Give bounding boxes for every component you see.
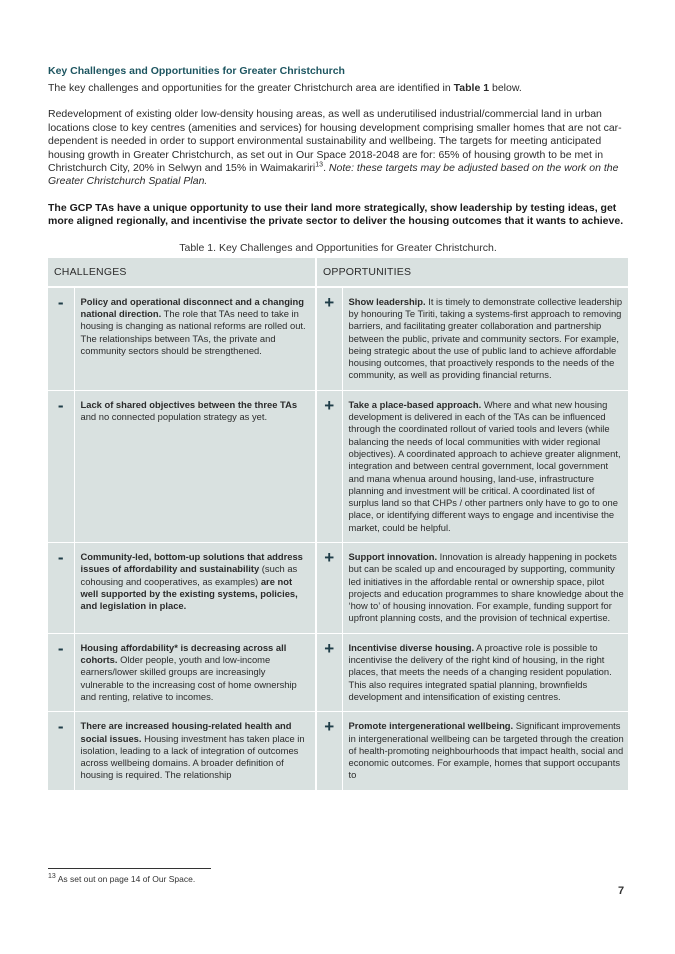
challenge-text: Housing investment has taken place in isolation, leading to a lack of integration of outcomes across wellbeing domains. A broader definition of housing is required. The relationship [80, 732, 305, 781]
challenge-cell [74, 712, 316, 790]
plus-icon: + [316, 712, 342, 790]
targets-paragraph: Redevelopment of existing older low-density housing areas, as well as underutilised industrial/commercial land in urban locations close to key centres (amenities and services) for housing development comprising smaller homes that are not car-dependent is needed in order to support environmental sustainability and wellbeing. The targets for meeting anticipated housing growth in Greater Christchurch, as set out in Our Space 2018-2048 are for: 65% of housing growth to be met in Christchurch City, 20% in Selwyn and 15% in Waimakariri$^{13}$. Note: these targets may be adjusted based on the work on the Greater Christchurch Spatial Plan. [48, 108, 622, 188]
targets-note: Note: these targets may be adjusted based on the work on the Greater Christchurch Spatial Plan. [48, 162, 619, 188]
challenge-text: Older people, youth and low-income earners/lower skilled groups are increasingly vulnerable to the increasing cost of home ownership and renting, relative to incomes. [80, 654, 297, 702]
table-row [48, 390, 628, 542]
challenge-cell [74, 390, 316, 542]
opportunity-cell [342, 543, 628, 634]
opportunity-title: Support innovation. [348, 551, 438, 562]
opportunity-title: Show leadership. [348, 295, 426, 307]
challenge-title-2: are not well supported by the existing systems, policies, and legislation in place. [80, 575, 298, 612]
footnote-number: 13 [48, 873, 56, 881]
opportunity-cell [342, 633, 628, 711]
page-content [48, 64, 628, 790]
opportunity-cell [342, 390, 628, 542]
opportunity-title: Promote intergenerational wellbeing. [348, 720, 514, 732]
opportunity-text: Significant improvements in intergenerational wellbeing can be targeted through the creation of health-promoting neighbourhoods that impact health, social and economic outcomes. For example, homes that support occupants to [348, 720, 624, 781]
footnote [48, 874, 195, 884]
opportunity-cell [342, 712, 628, 790]
minus-icon: - [48, 633, 74, 711]
challenge-title: Lack of shared objectives between the three TAs [80, 398, 298, 410]
minus-icon: - [48, 287, 74, 391]
opportunity-text: A proactive role is possible to incentivise the delivery of the right kind of housing, in the right places, that meets the needs of a changing resident population. This also requires integrated spatial planning, brownfields development and intensification of existing centres. [348, 641, 612, 702]
plus-icon: + [316, 633, 342, 711]
challenge-title: Housing affordability* is decreasing across all cohorts. [80, 641, 287, 666]
footnote-divider [48, 868, 211, 869]
challenges-header: CHALLENGES [48, 258, 316, 287]
table-row [48, 287, 628, 391]
challenge-text: The role that TAs need to take in housing is changing as national reforms are rolled out. [80, 307, 306, 332]
footnote-text: As set out on page 14 of Our Space. [55, 874, 196, 884]
minus-icon: - [48, 543, 74, 634]
challenge-title: There are increased housing-related health and social issues. [80, 720, 292, 744]
intro-text-pre: The key challenges and opportunities for the greater Christchurch area are identified in [48, 82, 454, 94]
table-row [48, 633, 628, 711]
opportunity-text: It is timely to demonstrate collective leadership by honouring Te Tiriti, taking a systems-first approach to removing barriers, and facilitating greater collaboration and partnership between the public, private and community sectors. For example, being strategic about the use of public land to achieve affordable housing outcomes, that proactively responds to the needs of the community, as well as providing financial returns. [348, 295, 623, 381]
challenges-opportunities-table [48, 258, 628, 790]
page-number: 7 [618, 885, 625, 897]
intro-text-post: below. [489, 82, 522, 94]
intro-paragraph [48, 82, 628, 95]
plus-icon: + [316, 287, 342, 391]
plus-icon: + [316, 390, 342, 542]
challenge-text: (such as cohousing and cooperatives, as examples) [80, 563, 298, 587]
opportunity-text: Innovation is already happening in pockets but can be scaled up and encouraged by supporting, community led initiatives in the affordable rental or ownership space, pilot projects and education programmes to share knowledge about the ‘how to’ of housing innovation. For example, funding support for upfront planning costs, and the provision of technical expertise. [348, 551, 624, 624]
challenge-cell [74, 287, 316, 391]
table-row [48, 712, 628, 790]
opportunity-statement: The GCP TAs have a unique opportunity to use their land more strategically, show leadership by testing ideas, get more aligned regionally, and incentivise the private sector to deliver the housing outcomes that it wants to achieve. [48, 201, 624, 228]
targets-text: Redevelopment of existing older low-density housing areas, as well as underutilised industrial/commercial land in urban locations close to key centres (amenities and services) for housing development comprising smaller homes that are not car-dependent is needed in order to support environmental sustainability and wellbeing. The targets for meeting anticipated housing growth in Greater Christchurch, as set out in Our Space 2018-2048 are for: 65% of housing growth to be met in Christchurch City, 20% in Selwyn and 15% in Waimakariri [48, 108, 622, 175]
intro-table-ref: Table 1 [453, 82, 490, 94]
section-heading: Key Challenges and Opportunities for Greater Christchurch [48, 65, 345, 77]
minus-icon: - [48, 712, 74, 790]
challenge-title: Policy and operational disconnect and a changing national direction. [80, 295, 304, 319]
minus-icon: - [48, 390, 74, 542]
challenge-cell [74, 633, 316, 711]
challenge-text: and no connected population strategy as yet. [80, 411, 268, 423]
table-row [48, 543, 628, 634]
footnote-reference[interactable]: 13 [315, 161, 324, 169]
table-caption: Table 1. Key Challenges and Opportunities for Greater Christchurch. [179, 241, 497, 254]
opportunity-title: Incentivise diverse housing. [348, 641, 475, 653]
plus-icon: + [316, 543, 342, 634]
opportunity-text: Where and what new housing development is delivered in each of the TAs can be influenced through the coordinated rollout of varied tools and levers (while balancing the needs of local communities with wider regional objectives). A coordinated approach to achieve greater alignment, integration and between central government, local government and mana whenua around housing, land-use, infrastructure planning and investment will be critical. A coordinated list of surplus land so that CHPs / other partners only have to go to one place, or identifying different ways to engage and incentivise the market, could be helpful. [348, 398, 621, 533]
challenge-text-2: The relationships between TAs, the private and community sectors should be strengthened. [80, 332, 276, 356]
opportunity-title: Take a place-based approach. [348, 398, 482, 410]
challenge-title: Community-led, bottom-up solutions that address issues of affordability and sustainability [80, 551, 303, 575]
opportunities-header: OPPORTUNITIES [316, 258, 628, 287]
challenge-cell [74, 543, 316, 634]
opportunity-cell [342, 287, 628, 391]
